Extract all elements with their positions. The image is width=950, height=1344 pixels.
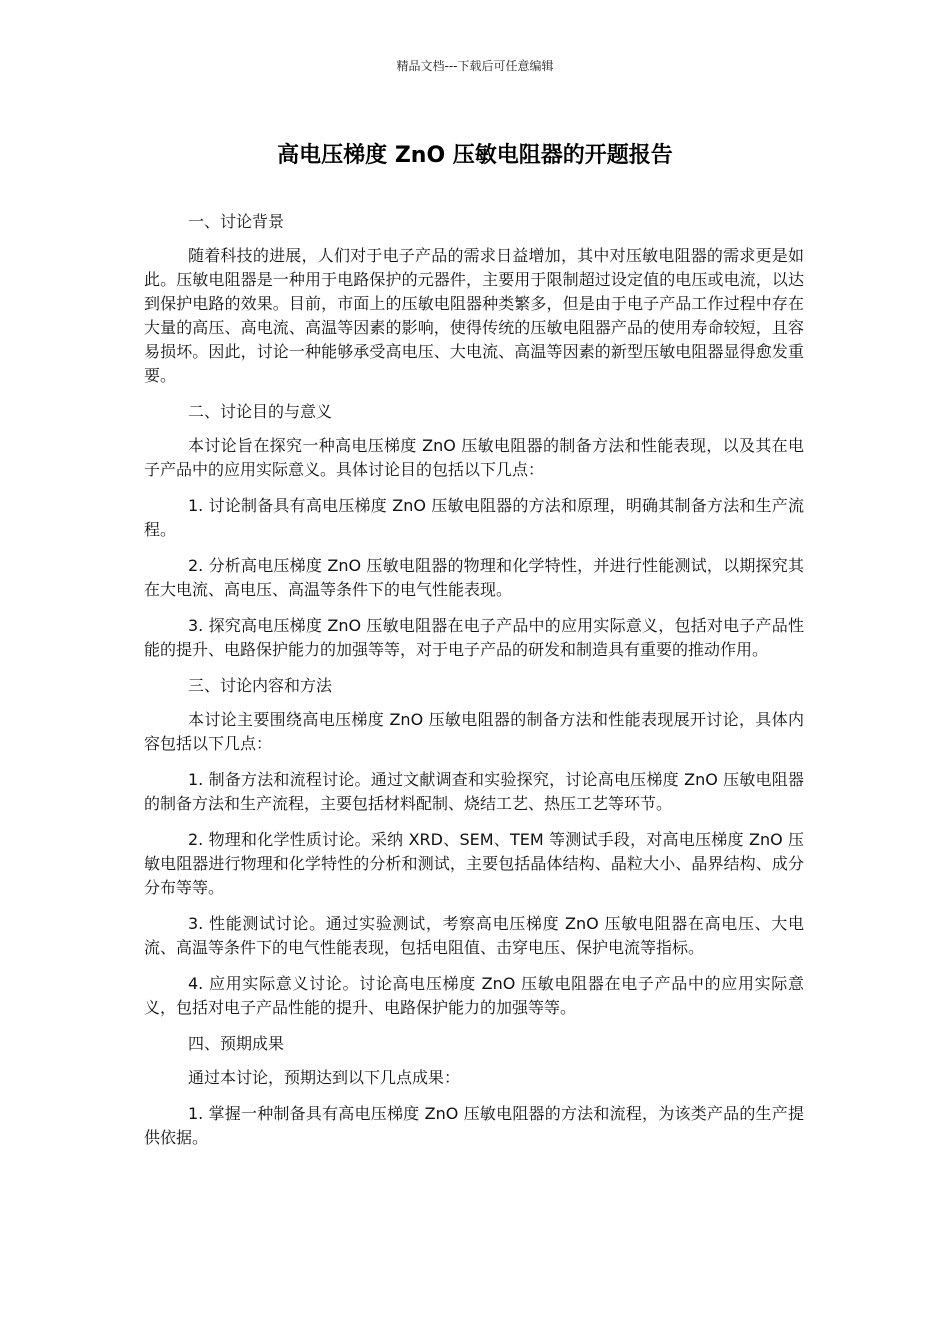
- list-item: 3. 性能测试讨论。通过实验测试，考察高电压梯度 ZnO 压敏电阻器在高电压、大电流、高温等条件下的电气性能表现，包括电阻值、击穿电压、保护电流等指标。: [144, 914, 804, 957]
- section-heading: 二、讨论目的与意义: [188, 402, 333, 421]
- document-body: [144, 210, 804, 1162]
- list-item: 2. 物理和化学性质讨论。采纳 XRD、SEM、TEM 等测试手段，对高电压梯度 ZnO 压敏电阻器进行物理和化学特性的分析和测试，主要包括晶体结构、晶粒大小、晶界结构、成分分布等等。: [144, 830, 804, 897]
- list-item: 4. 应用实际意义讨论。讨论高电压梯度 ZnO 压敏电阻器在电子产品中的应用实际意义，包括对电子产品性能的提升、电路保护能力的加强等等。: [144, 974, 804, 1017]
- page-header: 精品文档---下载后可任意编辑: [396, 59, 554, 73]
- section-heading: 三、讨论内容和方法: [188, 676, 333, 695]
- paragraph: 本讨论主要围绕高电压梯度 ZnO 压敏电阻器的制备方法和性能表现展开讨论，具体内容包括以下几点：: [144, 710, 804, 753]
- section-heading: 一、讨论背景: [188, 212, 285, 231]
- section-heading: 四、预期成果: [188, 1034, 285, 1053]
- list-item: 2. 分析高电压梯度 ZnO 压敏电阻器的物理和化学特性，并进行性能测试，以期探究其在大电流、高电压、高温等条件下的电气性能表现。: [144, 556, 804, 599]
- list-item: 1. 掌握一种制备具有高电压梯度 ZnO 压敏电阻器的方法和流程，为该类产品的生产提供依据。: [144, 1104, 804, 1147]
- paragraph: 本讨论旨在探究一种高电压梯度 ZnO 压敏电阻器的制备方法和性能表现，以及其在电子产品中的应用实际意义。具体讨论目的包括以下几点：: [144, 436, 804, 479]
- paragraph: 通过本讨论，预期达到以下几点成果：: [188, 1068, 461, 1087]
- document-title: 高电压梯度 ZnO 压敏电阻器的开题报告: [277, 143, 673, 168]
- list-item: 3. 探究高电压梯度 ZnO 压敏电阻器在电子产品中的应用实际意义，包括对电子产品性能的提升、电路保护能力的加强等等，对于电子产品的研发和制造具有重要的推动作用。: [144, 616, 804, 659]
- list-item: 1. 讨论制备具有高电压梯度 ZnO 压敏电阻器的方法和原理，明确其制备方法和生产流程。: [144, 496, 804, 539]
- list-item: 1. 制备方法和流程讨论。通过文献调查和实验探究，讨论高电压梯度 ZnO 压敏电阻器的制备方法和生产流程，主要包括材料配制、烧结工艺、热压工艺等环节。: [144, 770, 804, 813]
- paragraph: 随着科技的进展，人们对于电子产品的需求日益增加，其中对压敏电阻器的需求更是如此。压敏电阻器是一种用于电路保护的元器件，主要用于限制超过设定值的电压或电流，以达到保护电路的效果。目前，市面上的压敏电阻器种类繁多，但是由于电子产品工作过程中存在大量的高压、高电流、高温等因素的影响，使得传统的压敏电阻器产品的使用寿命较短，且容易损坏。因此，讨论一种能够承受高电压、大电流、高温等因素的新型压敏电阻器显得愈发重要。: [144, 246, 804, 385]
